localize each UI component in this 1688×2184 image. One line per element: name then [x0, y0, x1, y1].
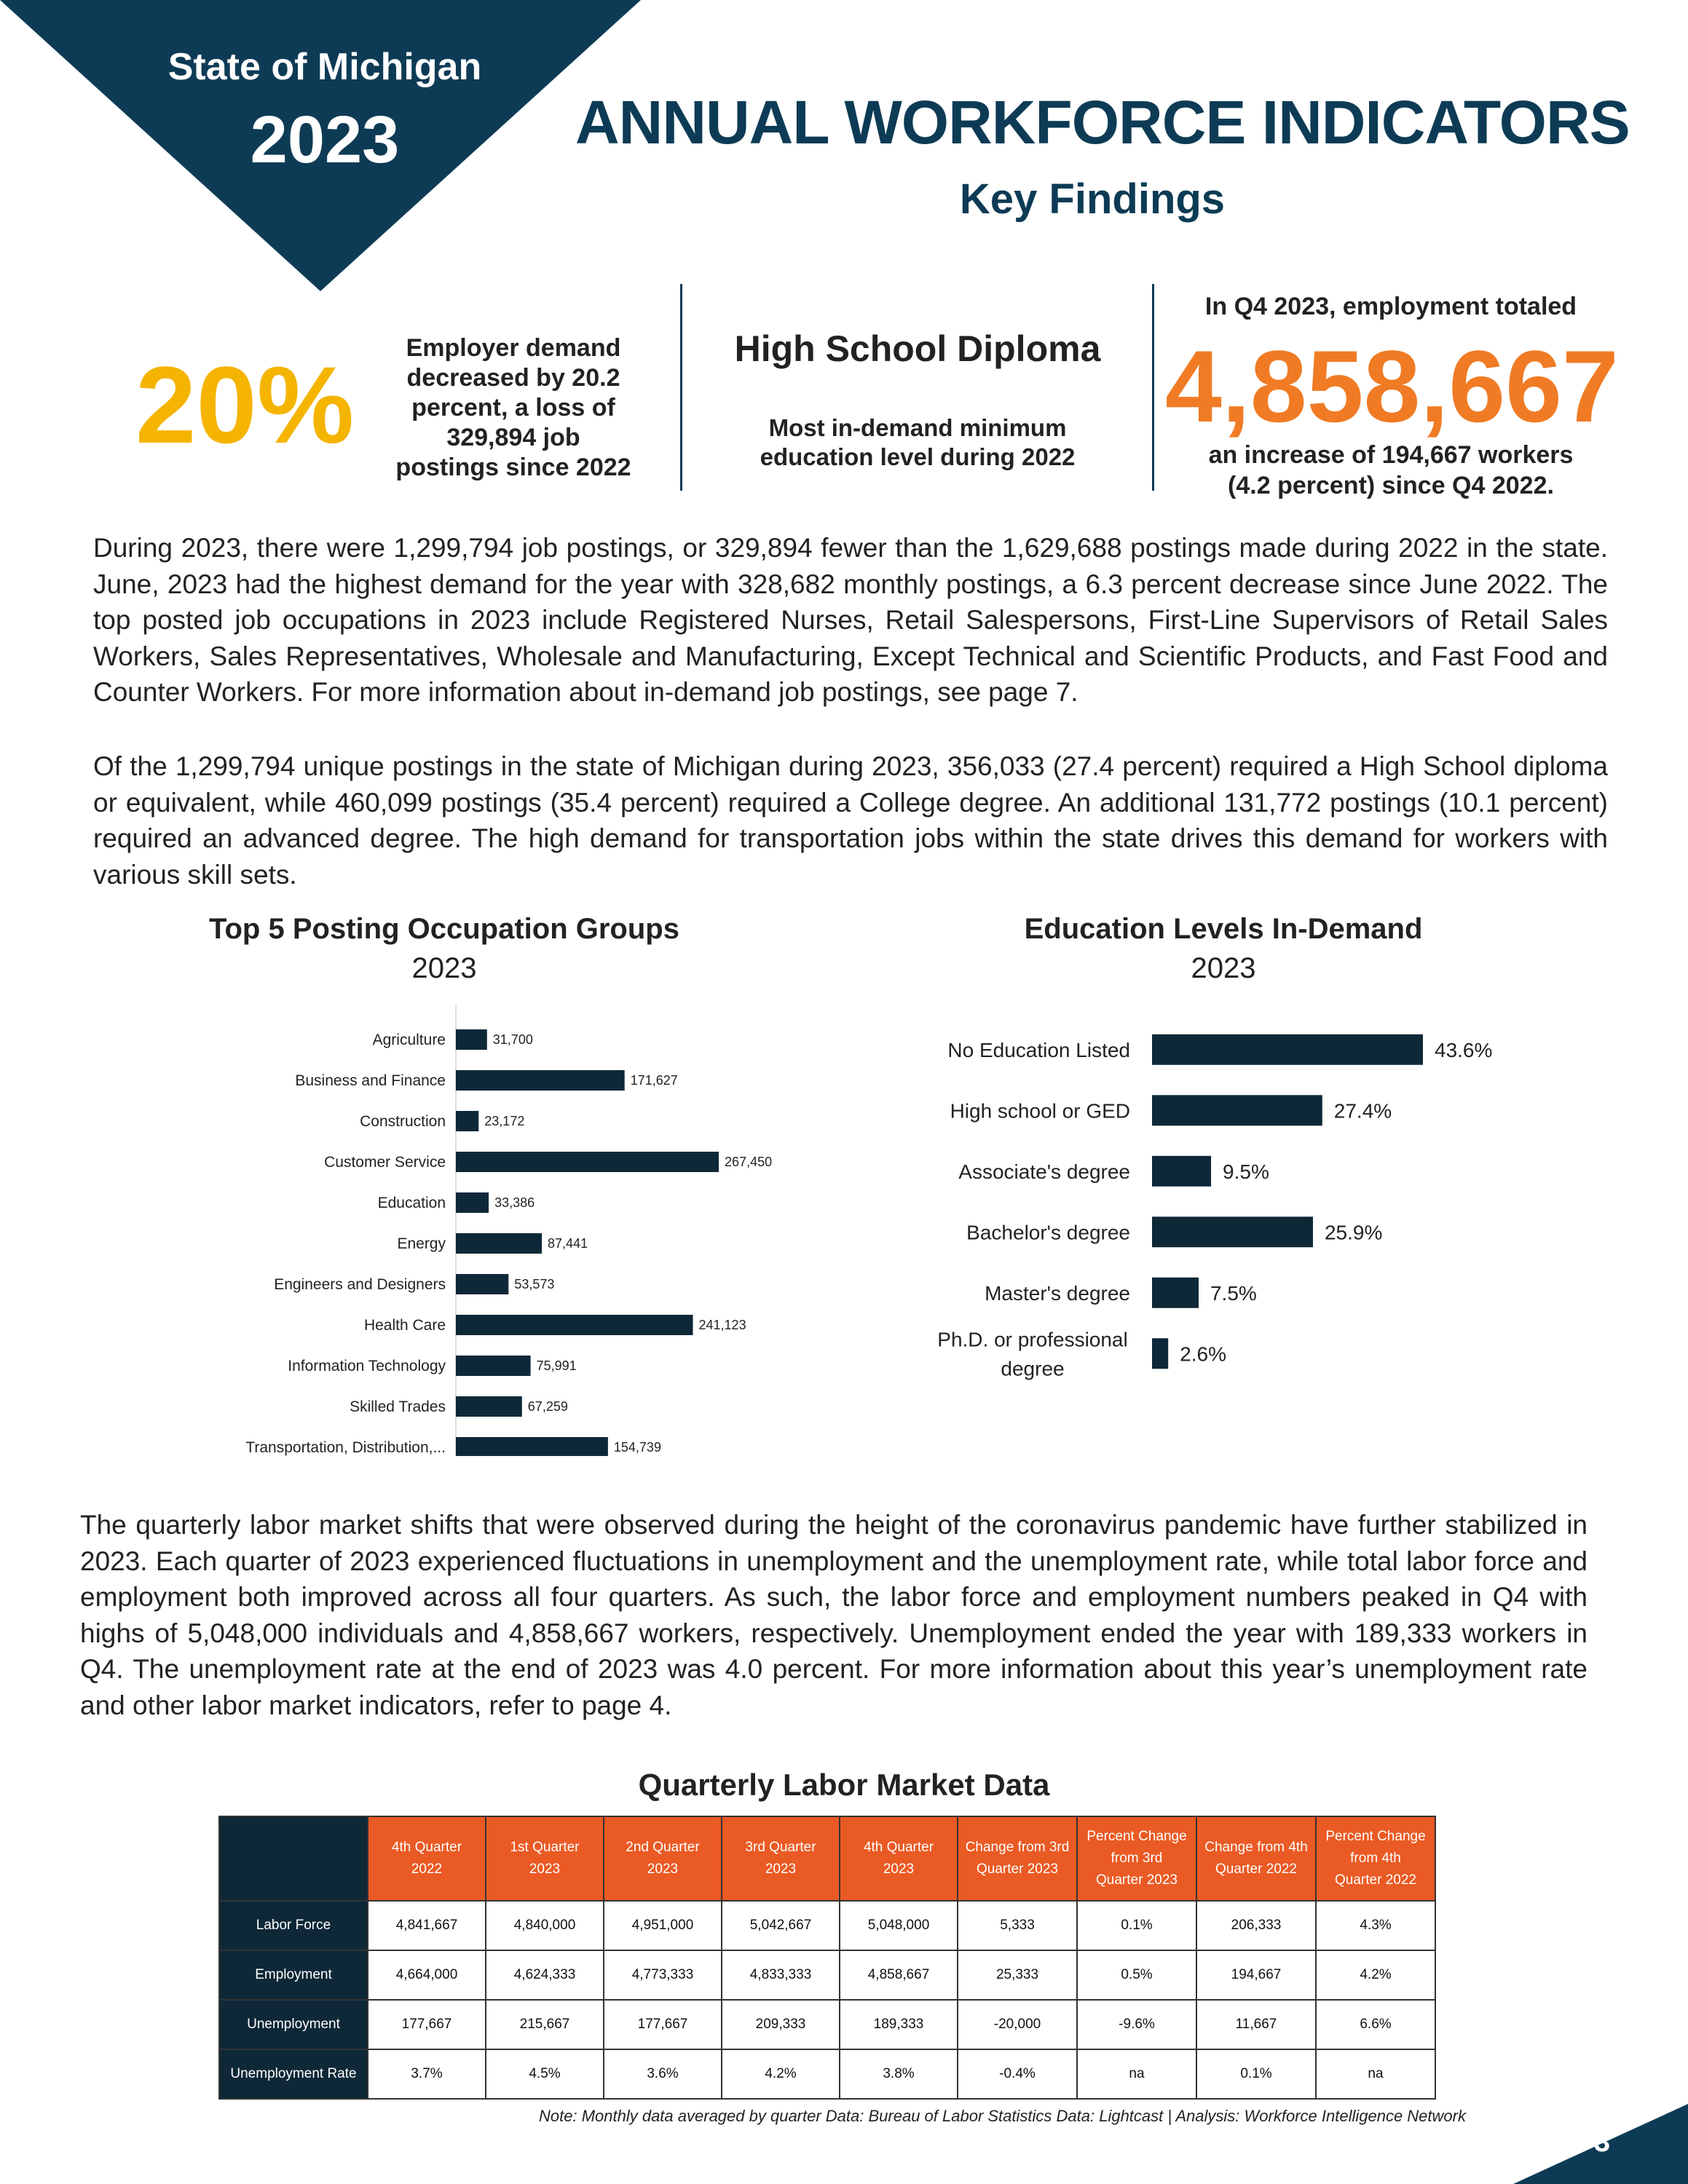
education-value: 7.5%: [1210, 1281, 1257, 1305]
column-header-line: Percent Change: [1086, 1829, 1187, 1844]
table-cell: 4,624,333: [486, 1950, 604, 2000]
table-cell: 4,773,333: [604, 1950, 722, 2000]
column-header-line: Quarter 2023: [977, 1861, 1058, 1877]
source-note: Note: Monthly data averaged by quarter Data: Bureau of Labor Statistics Data: Lightcast | Analysis: Workforce Intelligence Network: [539, 2107, 1466, 2125]
table-column-header: [958, 1816, 1077, 1901]
education-bar: [1152, 1278, 1199, 1308]
education-bar: [1152, 1034, 1423, 1065]
education-value: 2.6%: [1180, 1342, 1227, 1366]
occupation-value: 87,441: [548, 1236, 588, 1251]
employment-line: an increase of 194,667 workers: [1208, 441, 1574, 469]
table-cell: 177,667: [604, 2000, 722, 2049]
divider: [680, 284, 682, 491]
occupation-value: 75,991: [536, 1358, 577, 1373]
table-cell: 4,664,000: [368, 1950, 486, 2000]
column-header-line: 2023: [647, 1861, 679, 1877]
occupation-bar: [456, 1111, 478, 1131]
education-label: High school or GED: [950, 1099, 1130, 1123]
column-header-line: 4th Quarter: [863, 1840, 934, 1855]
employment-intro: In Q4 2023, employment totaled: [1204, 293, 1577, 320]
table-cell: 25,333: [958, 1950, 1077, 2000]
table-row: [219, 2049, 1435, 2099]
education-title: High School Diploma: [734, 328, 1101, 369]
employment-line: (4.2 percent) since Q4 2022.: [1228, 472, 1554, 499]
table-row: [219, 2000, 1435, 2049]
education-label: Bachelor's degree: [966, 1221, 1130, 1244]
table-column-header: [368, 1816, 486, 1901]
table-cell: 6.6%: [1316, 2000, 1435, 2049]
table-cell: -20,000: [958, 2000, 1077, 2049]
education-value: 27.4%: [1333, 1099, 1392, 1123]
paragraph-labor-market: The quarterly labor market shifts that were observed during the height of the coronavirus pandemic have further stabilized in 2023. Each quarter of 2023 experienced fluctuations in unemployment and the unemployment rate, while total labor force and employment both improved across all four quarters. As such, the labor force and employment numbers peaked in Q4 with highs of 5,048,000 individuals and 4,858,667 workers, respectively. Unemployment ended the year with 189,333 workers in Q4. The unemployment rate at the end of 2023 was 4.0 percent. For more information about this year’s unemployment rate and other labor market indicators, refer to page 4.: [80, 1510, 1588, 1720]
demand-text: [364, 333, 663, 483]
table-cell: 3.7%: [368, 2049, 486, 2099]
table-column-header: [840, 1816, 958, 1901]
education-line: education level during 2022: [760, 443, 1076, 470]
occupation-value: 31,700: [492, 1032, 533, 1047]
occupation-bar: [456, 1315, 693, 1335]
occupation-bar: [456, 1152, 719, 1172]
occupation-value: 33,386: [494, 1195, 535, 1210]
occupation-value: 267,450: [725, 1155, 773, 1169]
occupation-label: Education: [377, 1195, 446, 1211]
table-column-header: [604, 1816, 722, 1901]
occupation-bar: [456, 1274, 508, 1294]
table-column-header: [722, 1816, 840, 1901]
table-cell: na: [1316, 2049, 1435, 2099]
occupation-label: Business and Finance: [295, 1072, 446, 1089]
column-header-line: 4th Quarter: [391, 1840, 462, 1855]
column-header-line: from 4th: [1350, 1851, 1401, 1866]
table-cell: 177,667: [368, 2000, 486, 2049]
table-cell: 4.3%: [1316, 1901, 1435, 1950]
demand-percent: 20%: [135, 344, 355, 466]
column-header-line: Change from 3rd: [965, 1840, 1070, 1855]
education-value: 9.5%: [1223, 1160, 1269, 1183]
table-row: [219, 1950, 1435, 2000]
banner-state: State of Michigan: [167, 46, 482, 88]
occupation-label: Transportation, Distribution,...: [245, 1439, 446, 1456]
table-header-row: [219, 1816, 1435, 1901]
row-label: Unemployment Rate: [219, 2049, 368, 2099]
column-header-line: 2nd Quarter: [626, 1840, 700, 1855]
occupation-bar: [456, 1437, 608, 1456]
table-row: [219, 1901, 1435, 1950]
column-header-line: 2022: [411, 1861, 443, 1877]
demand-line: Employer demand: [406, 334, 621, 362]
education-bar: [1152, 1095, 1322, 1125]
table-cell: 4,858,667: [840, 1950, 958, 2000]
column-header-line: 2023: [883, 1861, 915, 1877]
occupation-label: Customer Service: [324, 1154, 446, 1171]
education-chart-title: Education Levels In-Demand: [1024, 913, 1423, 945]
column-header-line: 1st Quarter: [510, 1840, 580, 1855]
occupation-bar: [456, 1070, 625, 1091]
occupation-bar: [456, 1029, 487, 1050]
table-cell: 215,667: [486, 2000, 604, 2049]
education-chart-year: 2023: [1191, 952, 1256, 984]
occupation-label: Health Care: [363, 1317, 446, 1334]
table-cell: na: [1077, 2049, 1196, 2099]
table-cell: 3.6%: [604, 2049, 722, 2099]
education-bar: [1152, 1338, 1168, 1369]
education-chart: [910, 1019, 1537, 1398]
row-label: Employment: [219, 1950, 368, 2000]
occupation-value: 171,627: [630, 1073, 678, 1088]
occupation-value: 67,259: [527, 1399, 568, 1414]
table-cell: -0.4%: [958, 2049, 1077, 2099]
table-column-header: [1196, 1816, 1316, 1901]
table-cell: 189,333: [840, 2000, 958, 2049]
education-label: degree: [1001, 1357, 1065, 1380]
occupation-label: Engineers and Designers: [274, 1276, 446, 1293]
column-header-line: Quarter 2023: [1096, 1872, 1178, 1888]
occupation-bar: [456, 1192, 489, 1213]
employment-text: [1172, 440, 1609, 501]
education-value: 43.6%: [1435, 1038, 1493, 1061]
labor-market-table: [218, 1816, 1436, 2100]
column-header-line: 2023: [529, 1861, 561, 1877]
table-cell: 194,667: [1196, 1950, 1316, 2000]
table-corner: [219, 1816, 368, 1901]
education-label: No Education Listed: [947, 1038, 1130, 1061]
education-bar: [1152, 1156, 1211, 1187]
row-label: Unemployment: [219, 2000, 368, 2049]
paragraph-education: Of the 1,299,794 unique postings in the state of Michigan during 2023, 356,033 (27.4 percent) required a High School diploma or equivalent, while 460,099 postings (35.4 percent) required a College degree. An additional 131,772 postings (10.1 percent) required an advanced degree. The high demand for transportation jobs within the state drives this demand for workers with various skill sets.: [93, 751, 1608, 890]
table-cell: 206,333: [1196, 1901, 1316, 1950]
column-header-line: 2023: [765, 1861, 797, 1877]
table-column-header: [486, 1816, 604, 1901]
table-cell: 4,840,000: [486, 1901, 604, 1950]
demand-line: decreased by 20.2: [406, 364, 620, 392]
page-number: 3: [1593, 2126, 1611, 2158]
education-label: Master's degree: [985, 1281, 1130, 1305]
table-cell: 3.8%: [840, 2049, 958, 2099]
education-label: Associate's degree: [958, 1160, 1130, 1183]
employment-total: 4,858,667: [1165, 329, 1619, 443]
occupation-value: 154,739: [613, 1440, 661, 1455]
column-header-line: Quarter 2022: [1335, 1872, 1416, 1888]
occupation-label: Construction: [360, 1113, 446, 1130]
table-cell: 0.1%: [1196, 2049, 1316, 2099]
occupation-bar: [456, 1396, 522, 1417]
table-cell: 4,833,333: [722, 1950, 840, 2000]
table-column-header: [1077, 1816, 1196, 1901]
column-header-line: Change from 4th: [1204, 1840, 1308, 1855]
table-cell: 4,951,000: [604, 1901, 722, 1950]
demand-line: postings since 2022: [395, 454, 631, 481]
education-bar: [1152, 1216, 1313, 1247]
occupation-label: Information Technology: [288, 1358, 446, 1374]
occupation-label: Energy: [397, 1235, 446, 1252]
table-cell: 4.2%: [722, 2049, 840, 2099]
column-header-line: Percent Change: [1325, 1829, 1426, 1844]
table-cell: 4.5%: [486, 2049, 604, 2099]
paragraph-postings: During 2023, there were 1,299,794 job postings, or 329,894 fewer than the 1,629,688 postings made during 2022 in the state. June, 2023 had the highest demand for the year with 328,682 monthly postings, a 6.3 percent decrease since June 2022. The top posted job occupations in 2023 include Registered Nurses, Retail Salespersons, First-Line Supervisors of Retail Sales Workers, Sales Representatives, Wholesale and Manufacturing, Except Technical and Scientific Products, and Fast Food and Counter Workers. For more information about in-demand job postings, see page 7.: [93, 533, 1608, 707]
occupation-bar: [456, 1356, 531, 1376]
table-title: Quarterly Labor Market Data: [638, 1768, 1050, 1802]
education-line: Most in-demand minimum: [768, 414, 1067, 441]
table-column-header: [1316, 1816, 1435, 1901]
education-value: 25.9%: [1324, 1221, 1383, 1244]
education-label: Ph.D. or professional: [937, 1328, 1128, 1351]
column-header-line: from 3rd: [1111, 1851, 1163, 1866]
table-cell: 5,042,667: [722, 1901, 840, 1950]
column-header-line: 3rd Quarter: [745, 1840, 816, 1855]
occupation-value: 53,573: [514, 1277, 555, 1291]
table-cell: 209,333: [722, 2000, 840, 2049]
page-subtitle: Key Findings: [959, 175, 1226, 223]
table-cell: 4.2%: [1316, 1950, 1435, 2000]
occupation-chart-title: Top 5 Posting Occupation Groups: [209, 913, 679, 945]
demand-line: percent, a loss of: [411, 394, 615, 422]
occupation-label: Skilled Trades: [350, 1398, 446, 1415]
occupation-label: Agriculture: [372, 1032, 446, 1048]
divider: [1152, 284, 1154, 491]
occupation-chart-year: 2023: [411, 952, 477, 984]
table-cell: 4,841,667: [368, 1901, 486, 1950]
occupation-value: 23,172: [484, 1114, 525, 1128]
occupation-chart: [211, 1005, 779, 1456]
table-cell: -9.6%: [1077, 2000, 1196, 2049]
occupation-value: 241,123: [698, 1318, 746, 1332]
education-text: [699, 414, 1136, 472]
table-cell: 11,667: [1196, 2000, 1316, 2049]
row-label: Labor Force: [219, 1901, 368, 1950]
column-header-line: Quarter 2022: [1215, 1861, 1297, 1877]
table-cell: 5,333: [958, 1901, 1077, 1950]
demand-line: 329,894 job: [446, 424, 580, 451]
table-cell: 0.5%: [1077, 1950, 1196, 2000]
table-cell: 0.1%: [1077, 1901, 1196, 1950]
page-title: ANNUAL WORKFORCE INDICATORS: [575, 88, 1630, 157]
banner-year: 2023: [250, 103, 400, 177]
occupation-bar: [456, 1233, 542, 1254]
table-cell: 5,048,000: [840, 1901, 958, 1950]
